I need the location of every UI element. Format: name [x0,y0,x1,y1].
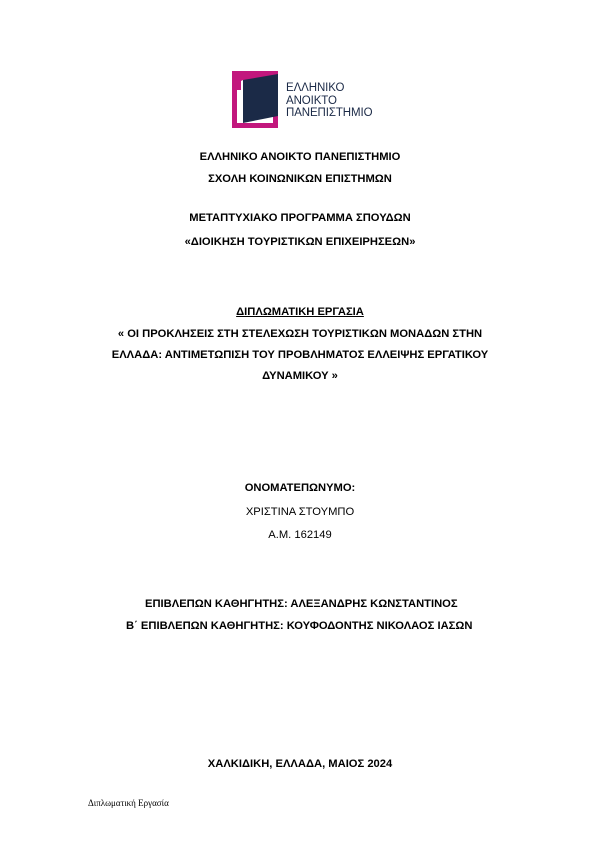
thesis-label-text: ΔΙΠΛΩΜΑΤΙΚΗ ΕΡΓΑΣΙΑ [236,306,364,318]
logo-text-line3: ΠΑΝΕΠΙΣΤΗΜΙΟ [286,107,373,119]
student-am: Α.Μ. 162149 [268,529,332,541]
logo-text-line2: ΑΝΟΙΚΤΟ [286,94,337,107]
logo-text-line1: ΕΛΛΗΝΙΚΟ [286,82,345,94]
place-date: ΧΑΛΚΙΔΙΚΗ, ΕΛΛΑΔΑ, ΜΑΙΟΣ 2024 [207,758,393,770]
thesis-title-line1: « ΟΙ ΠΡΟΚΛΗΣΕΙΣ ΣΤΗ ΣΤΕΛΕΧΩΣΗ ΤΟΥΡΙΣΤΙΚΩΝ ΜΟΝΑΔΩΝ ΣΤΗΝ [117,328,483,340]
page-footer: Διπλωματική Εργασία [88,798,169,808]
supervisor-second: Β΄ ΕΠΙΒΛΕΠΩΝ ΚΑΘΗΓΗΤΗΣ: ΚΟΥΦΟΔΟΝΤΗΣ ΝΙΚΟΛΑΟΣ ΙΑΣΩΝ [126,620,473,632]
university-name: ΕΛΛΗΝΙΚΟ ΑΝΟΙΚΤΟ ΠΑΝΕΠΙΣΤΗΜΙΟ [199,151,401,163]
thesis-title-line2: ΕΛΛΑΔΑ: ΑΝΤΙΜΕΤΩΠΙΣΗ ΤΟΥ ΠΡΟΒΛΗΜΑΤΟΣ ΕΛΛΕΙΨΗΣ ΕΡΓΑΤΙΚΟΥ [111,349,489,361]
thesis-label [0,306,600,318]
supervisor-first: ΕΠΙΒΛΕΠΩΝ ΚΑΘΗΓΗΤΗΣ: ΑΛΕΞΑΝΔΡΗΣ ΚΩΝΣΤΑΝΤΙΝΟΣ [145,598,458,610]
school-name: ΣΧΟΛΗ ΚΟΙΝΩΝΙΚΩΝ ΕΠΙΣΤΗΜΩΝ [208,173,392,185]
student-name: ΧΡΙΣΤΙΝΑ ΣΤΟΥΜΠΟ [245,506,355,518]
student-label: ΟΝΟΜΑΤΕΠΩΝΥΜΟ: [244,482,356,494]
program-title: «ΔΙΟΙΚΗΣΗ ΤΟΥΡΙΣΤΙΚΩΝ ΕΠΙΧΕΙΡΗΣΕΩΝ» [184,236,416,248]
logo-text [286,82,372,120]
university-logo-mark [232,71,288,128]
program-name: ΜΕΤΑΠΤΥΧΙΑΚΟ ΠΡΟΓΡΑΜΜΑ ΣΠΟΥΔΩΝ [189,212,411,224]
university-logo [232,71,382,131]
thesis-title-line3: ΔΥΝΑΜΙΚΟΥ » [262,370,338,382]
